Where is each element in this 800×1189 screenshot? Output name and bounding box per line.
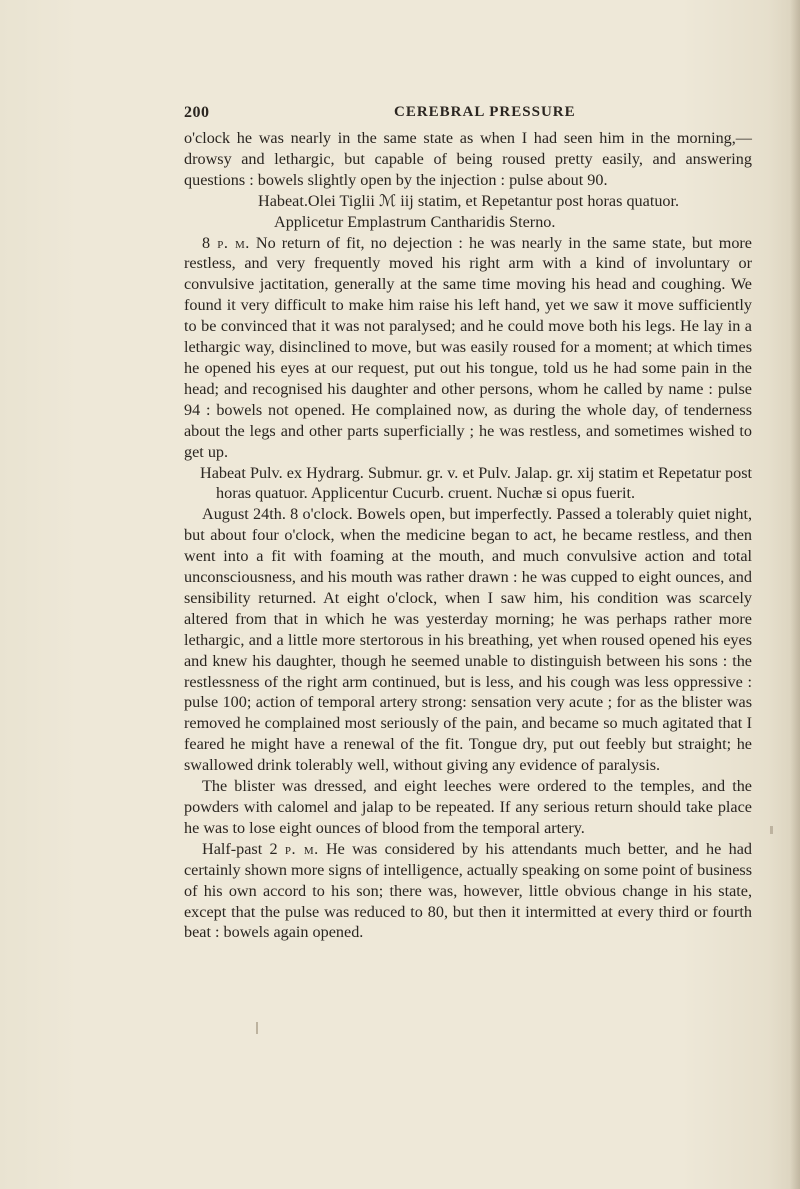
- running-head: CEREBRAL PRESSURE: [394, 104, 576, 120]
- paragraph-treatment: The blister was dressed, and eight leeches were ordered to the temples, and the powders with calomel and jalap to be repeated. If any serious return should take place he was to lose eight ounces of blood from the temporal artery.: [184, 777, 752, 837]
- time-half-past: Half-past 2: [202, 839, 285, 858]
- stray-mark-right: [770, 826, 773, 834]
- paragraph-half-past-2: [184, 839, 752, 944]
- stray-mark: [256, 1022, 258, 1034]
- prescription-line-2: Applicetur Emplastrum Cantharidis Sterno.: [274, 212, 556, 231]
- page-number: 200: [184, 104, 210, 121]
- paragraph-8pm: [184, 233, 752, 463]
- paragraph-8pm-text: No return of fit, no dejection : he was nearly in the same state, but more restless, and very frequently moved his right arm with a kind of involuntary or convulsive jactitation, generally at the same time moving his head and coughing. We found it very difficult to make him raise his left hand, yet we saw it move sufficiently to be convinced that it was not paralysed; and he could move both his legs. He lay in a lethargic way, disinclined to move, but was easily roused for a moment; at which times he opened his eyes at our request, put out his tongue, told us he had some pain in the head; and recognised his daughter and other persons, whom he called by name : pulse 94 : bowels not opened. He complained now, as during the whole day, of tenderness about the legs and other parts superficially ; he was restless, and sometimes wished to get up.: [184, 233, 752, 461]
- prescription-2: Habeat Pulv. ex Hydrarg. Submur. gr. v. et Pulv. Jalap. gr. xij statim et Repetatur post horas quatuor. Applicentur Cucurb. cruent. Nuchæ si opus fuerit.: [200, 463, 752, 503]
- time-8pm: 8 p. m.: [202, 233, 250, 252]
- page-body: [184, 128, 752, 943]
- paragraph-continuation: o'clock he was nearly in the same state as when I had seen him in the morning,—drowsy and lethargic, but capable of being roused pretty easily, and answering questions : bowels slightly open by the injection : pulse about 90.: [184, 129, 752, 189]
- prescription-line-1: Habeat.Olei Tiglii ℳ iij statim, et Repetantur post horas quatuor.: [258, 191, 680, 210]
- page-edge-shadow: [790, 0, 800, 1189]
- paragraph-august-24: August 24th. 8 o'clock. Bowels open, but imperfectly. Passed a tolerably quiet night, but about four o'clock, when the medicine began to act, he became restless, and then went into a fit with foaming at the mouth, and much convulsive action and total unconsciousness, and his mouth was rather drawn : he was cupped to eight ounces, and sensibility returned. At eight o'clock, when I saw him, his condition was scarcely altered from that in which he was yesterday morning; he was perhaps rather more lethargic, and a little more stertorous in his breathing, yet when roused opened his eyes and knew his daughter, though he seemed unable to distinguish between his sons : the restlessness of the right arm continued, but is less, and his cough was less oppressive : pulse 100; action of temporal artery strong: sensation very acute ; for as the blister was removed he complained most seriously of the pain, and became so much agitated that I feared he might have a renewal of the fit. Tongue dry, put out feebly but straight; he swallowed drink tolerably well, without giving any evidence of paralysis.: [184, 505, 752, 775]
- time-pm: p. m.: [284, 839, 319, 858]
- paragraph-half-past-2-text: He was considered by his attendants much better, and he had certainly shown more signs of intelligence, actually speaking on some point of business of his own accord to his son; there was, however, little obvious change in his state, except that the pulse was reduced to 80, but then it intermitted at every third or fourth beat : bowels again opened.: [184, 839, 753, 942]
- page-header: [184, 104, 752, 126]
